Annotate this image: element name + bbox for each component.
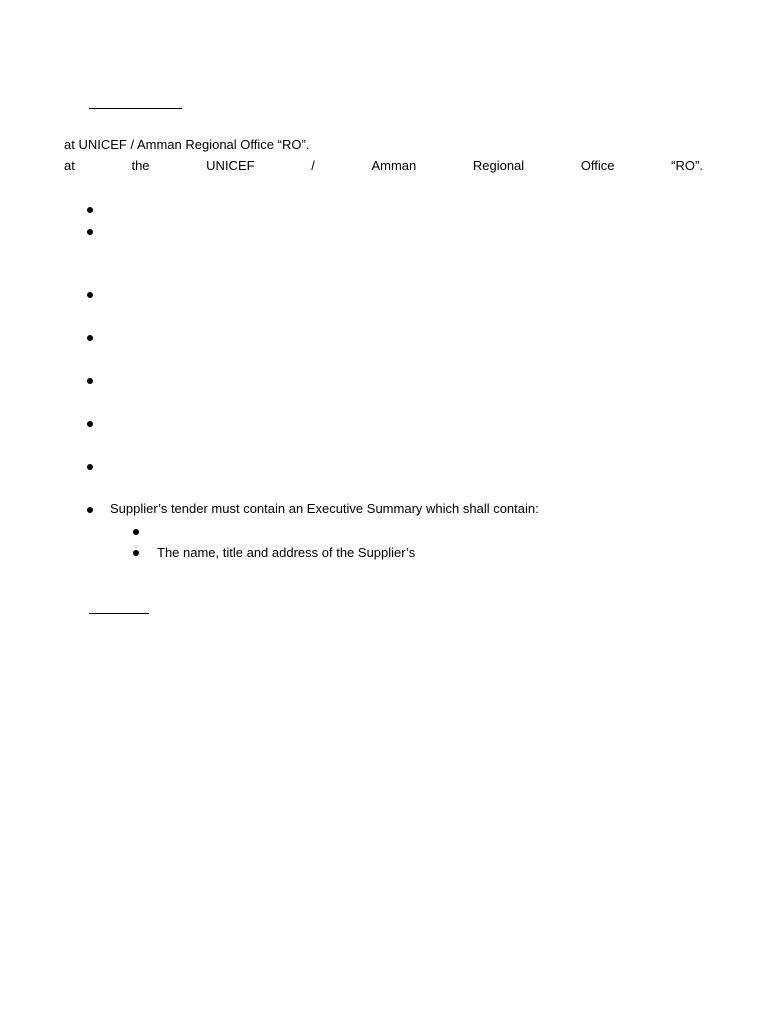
- bullet-icon: [87, 421, 93, 427]
- justified-word: /: [311, 158, 315, 173]
- bullet-icon: [87, 229, 93, 235]
- justified-word: Office: [580, 158, 615, 173]
- bullet-icon: [87, 507, 93, 513]
- bullet-icon: [87, 292, 93, 298]
- bullet-icon: [87, 464, 93, 470]
- justified-word: at: [64, 158, 75, 173]
- heading-underline-top: [89, 108, 182, 109]
- bullet-text: Supplier’s tender must contain an Executive Summary which shall contain:: [110, 501, 539, 516]
- sub-bullet-icon: [133, 529, 139, 535]
- justified-word: Amman: [371, 158, 417, 173]
- justified-word: Regional: [472, 158, 525, 173]
- justified-word: UNICEF: [206, 158, 255, 173]
- justified-word: the: [131, 158, 150, 173]
- paragraph-line-1: at UNICEF / Amman Regional Office “RO”.: [64, 137, 310, 152]
- bullet-icon: [87, 378, 93, 384]
- bullet-icon: [87, 335, 93, 341]
- sub-bullet-text: The name, title and address of the Supplier’s: [157, 545, 416, 560]
- paragraph-line-2-justified: [64, 158, 703, 174]
- sub-bullet-icon: [133, 550, 139, 556]
- justified-word: “RO”.: [671, 158, 703, 173]
- bullet-icon: [87, 207, 93, 213]
- heading-underline-bottom: [89, 613, 149, 614]
